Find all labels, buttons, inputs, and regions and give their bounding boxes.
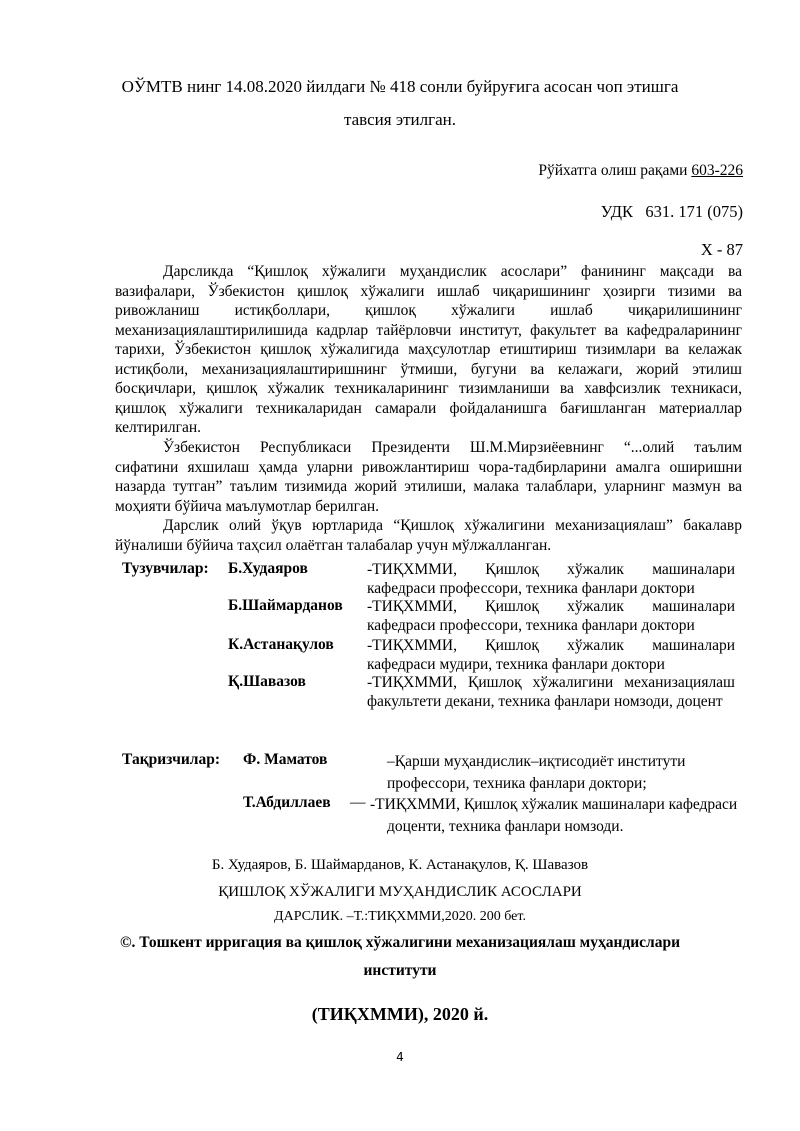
reviewer-description-line: профессори, техника фанлари доктори; [387, 775, 647, 792]
compiler-description-line: -ТИҚХММИ, Қишлоқ хўжалик машиналари [367, 598, 735, 615]
abstract-paragraph-2 [115, 438, 742, 516]
compiler-description-line: -ТИҚХММИ, Қишлоқ хўжалик машиналари [367, 561, 735, 578]
reviewer-description [370, 794, 737, 838]
abstract-line: қишлоқ хўжалиги техникаларидан самарали фойдаланишга бағишланган материаллар [115, 399, 742, 417]
abstract-line: вазифалари, Ўзбекистон қишлоқ хўжалиги ишлаб чиқаришининг ҳозирги тизими ва [115, 282, 742, 300]
reviewer-name: Т.Абдиллаев [243, 794, 331, 811]
compiler-description [367, 560, 735, 598]
compiler-name: К.Астанақулов [228, 636, 334, 653]
page-number: 4 [396, 1050, 404, 1064]
registration-line [538, 162, 743, 180]
compilers-label: Тузувчилар: [122, 560, 209, 577]
reviewer-description-line: доценти, техника фанлари номзоди. [387, 818, 624, 835]
abstract-paragraph-3 [115, 516, 742, 555]
abstract-line: ривожланиш истиқболлари, қишлоқ хўжалиги ишлаб чиқарилишининг [115, 302, 742, 319]
abstract-line: Дарсликда “Қишлоқ хўжалиги муҳандислик асослари” фанининг мақсади ва [163, 263, 742, 280]
abstract-line: Дарслик олий ўқув юртларида “Қишлоқ хўжалигини механизациялаш” бакалавр [163, 517, 742, 534]
compiler-description-line: кафедраси мудири, техника фанлари доктори [367, 656, 665, 673]
compiler-description-line: факультети декани, техника фанлари номзоди, доцент [367, 693, 723, 710]
compiler-description-line: кафедраси профессори, техника фанлари доктори [367, 617, 695, 634]
reviewer-description-line: -ТИҚХММИ, Қишлоқ хўжалик машиналари кафедраси [370, 796, 738, 813]
reviewers-label: Тақризчилар: [122, 751, 221, 768]
compiler-description-line: -ТИҚХММИ, Қишлоқ хўжалигини механизациялаш [367, 674, 735, 691]
book-title: ҚИШЛОҚ ХЎЖАЛИГИ МУҲАНДИСЛИК АСОСЛАРИ [218, 884, 582, 900]
abstract-paragraph-1 [115, 262, 742, 438]
abstract-line: йўналиши бўйича таҳсил олаётган талабалар учун мўлжалланган. [115, 536, 552, 554]
reviewer-description-line: –Қарши муҳандислик–иқтисодиёт институти [387, 753, 686, 770]
registration-label: Рўйхатга олиш рақами [538, 162, 692, 179]
copyright-line-2: институти [363, 962, 437, 979]
registration-number: 603-226 [691, 162, 743, 179]
abstract-line: келтирилган. [115, 419, 202, 436]
compiler-description [367, 673, 735, 711]
reviewer-dash: –– [350, 794, 366, 811]
compiler-description-line: кафедраси профессори, техника фанлари доктори [367, 580, 695, 597]
abstract-line: Ўзбекистон Республикаси Президенти Ш.М.Мирзиёевнинг “...олий таълим [163, 439, 742, 456]
udk-line [601, 202, 743, 222]
compiler-name: Б.Худаяров [228, 560, 308, 577]
abstract-line: истиқболи, механизациялаштиришнинг ўтмиши, бугуни ва келажаги, жорий этилиш [115, 360, 742, 378]
compiler-name: Б.Шаймарданов [228, 597, 343, 614]
approval-line-1: ОЎМТВ нинг 14.08.2020 йилдаги № 418 сонли буйруғига асосан чоп этишга [121, 77, 679, 96]
abstract-line: назарда тутган” таълим тизимида жорий этилиши, малака талаблари, уларнинг мазмун ва [115, 478, 742, 495]
institute-year: (ТИҚХММИ), 2020 й. [311, 1004, 489, 1024]
catalog-code: Х - 87 [700, 240, 743, 259]
udk-label: УДК [600, 202, 633, 221]
abstract-line: механизациялаштирилишида кадрлар тайёрловчи институт, факультет ва кафедраларининг [115, 321, 742, 339]
approval-line-2: тавсия этилган. [344, 110, 456, 129]
imprint-line: ДАРСЛИК. –Т.:ТИҚХММИ,2020. 200 бет. [274, 909, 526, 924]
compiler-description [367, 597, 735, 635]
compiler-name: Қ.Шавазов [228, 673, 306, 690]
reviewer-name: Ф. Маматов [243, 751, 328, 768]
copyright-line-1: ©. Тошкент ирригация ва қишлоқ хўжалигини механизациялаш муҳандислари [119, 934, 681, 951]
reviewer-description [387, 751, 685, 795]
abstract-line: сифатини яхшилаш ҳамда уларни ривожлантириш чора-тадбирларини амалга оширишни [115, 458, 742, 476]
authors-line: Б. Худаяров, Б. Шаймарданов, К. Астанақулов, Қ. Шавазов [211, 857, 589, 873]
abstract-line: тарихи, Ўзбекистон қишлоқ хўжалигида маҳсулотлар етиштириш тизимлари ва келажак [115, 341, 742, 358]
compiler-description [367, 636, 735, 674]
abstract-line: моҳияти бўйича маълумотлар берилган. [115, 497, 380, 515]
abstract-line: босқичлари, қишлоқ хўжалик техникаларининг тизимланиши ва хавфсизлик техникаси, [115, 380, 742, 397]
compiler-description-line: -ТИҚХММИ, Қишлоқ хўжалик машиналари [367, 637, 735, 654]
udk-value: 631. 171 (075) [645, 202, 743, 221]
